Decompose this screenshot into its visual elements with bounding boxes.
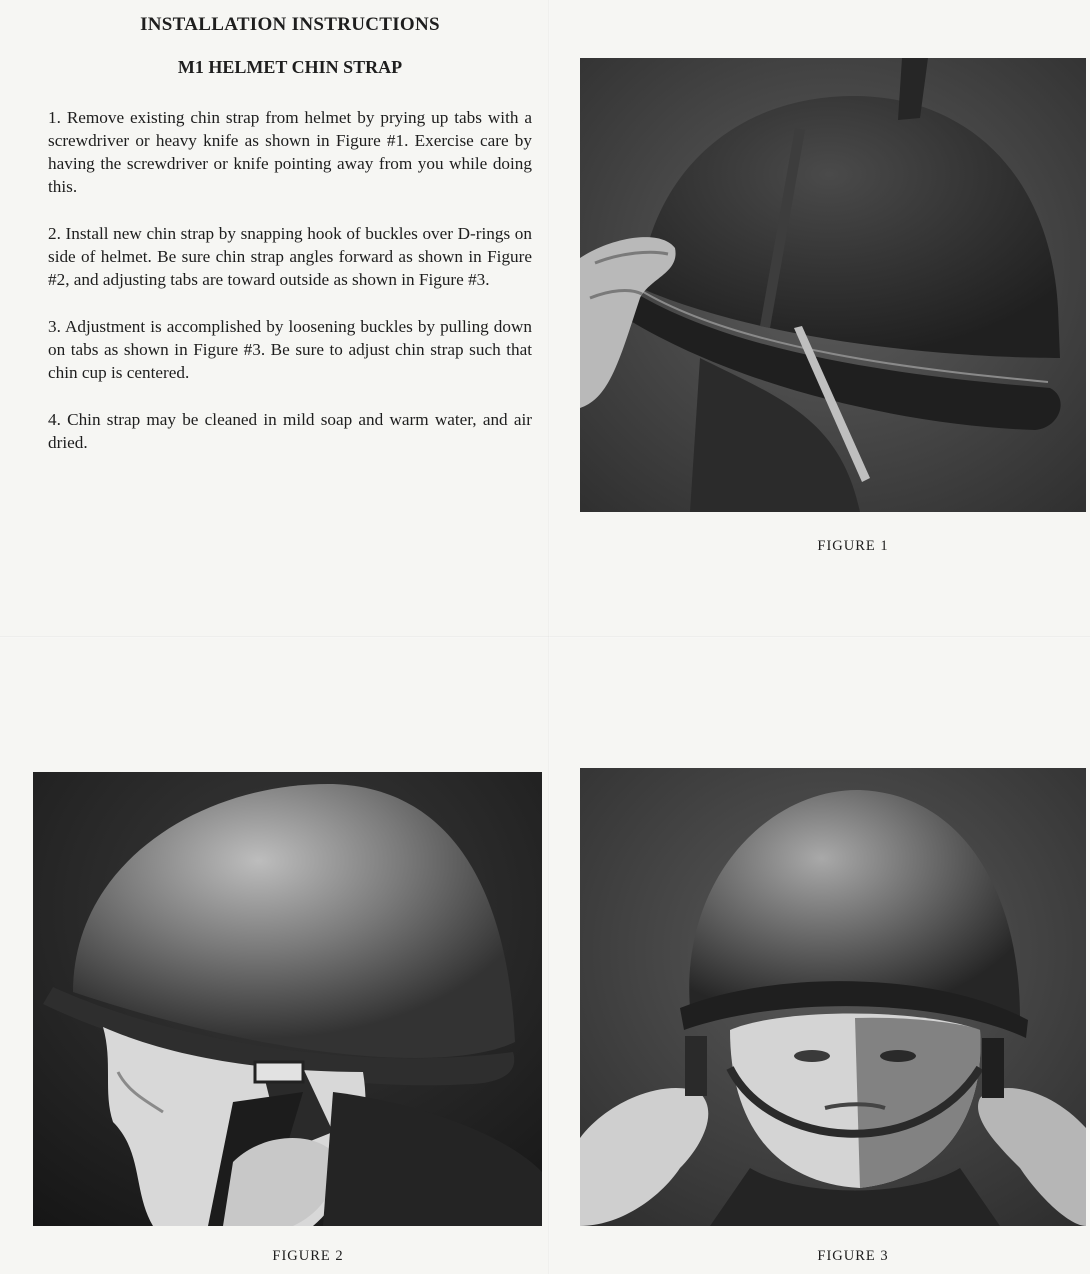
instruction-step-2: 2. Install new chin strap by snapping hook of buckles over D-rings on side of helmet. Be sure chin strap angles forward as shown in Figure #2, and adjusting tabs are toward outside as shown in Figure #3. — [48, 224, 532, 289]
document-title: INSTALLATION INSTRUCTIONS — [140, 14, 440, 35]
figure-1-caption: FIGURE 1 — [817, 538, 889, 554]
figure-1-photo — [580, 58, 1086, 512]
figure-2-photo — [33, 772, 542, 1226]
document-subtitle: M1 HELMET CHIN STRAP — [177, 57, 403, 77]
instruction-steps — [48, 106, 532, 478]
figure-3-photo — [580, 768, 1086, 1226]
instruction-step-1: 1. Remove existing chin strap from helmet by prying up tabs with a screwdriver or heavy knife as shown in Figure #1. Exercise care by having the screwdriver or knife pointing away from you while doing this. — [48, 108, 532, 196]
figure-3-caption: FIGURE 3 — [817, 1248, 889, 1264]
instruction-step-3: 3. Adjustment is accomplished by loosening buckles by pulling down on tabs as shown in Figure #3. Be sure to adjust chin strap such that chin cup is centered. — [48, 317, 532, 382]
figure-2-caption: FIGURE 2 — [272, 1248, 344, 1264]
paper-fold-vertical — [548, 0, 550, 1274]
paper-fold-horizontal — [0, 636, 1090, 638]
instruction-step-4: 4. Chin strap may be cleaned in mild soap and warm water, and air dried. — [48, 410, 532, 452]
